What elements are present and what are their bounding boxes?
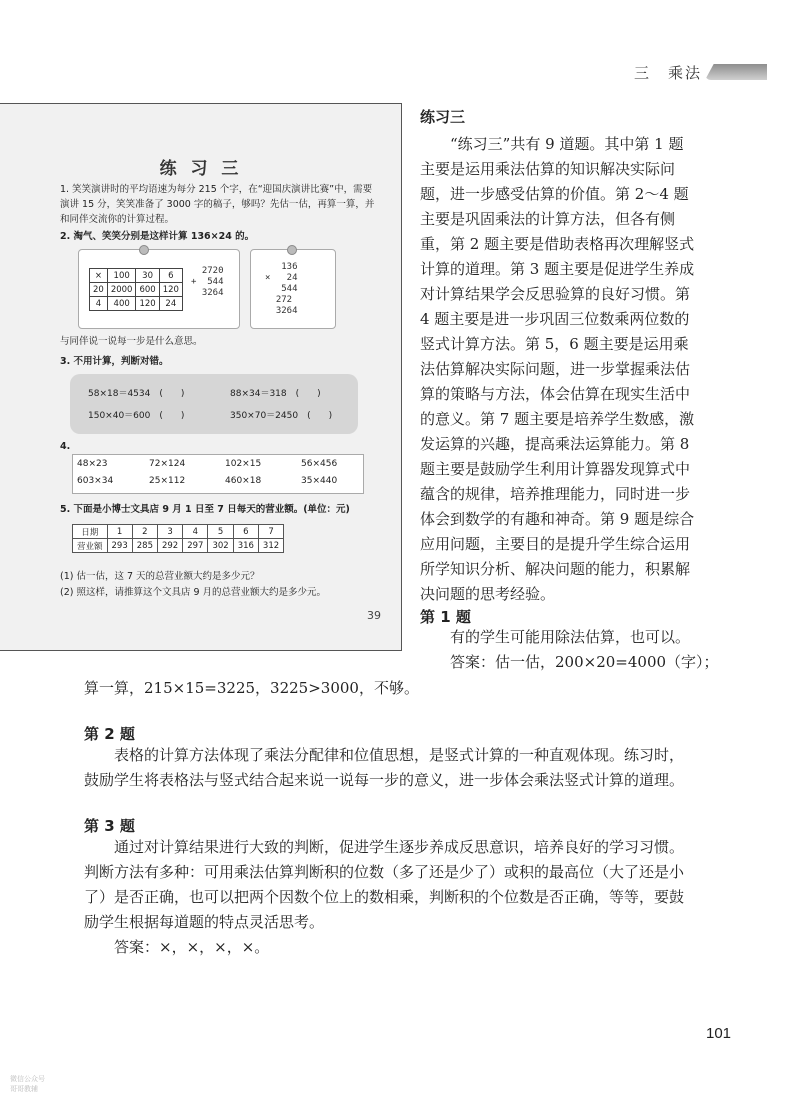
calc-item: 603×34 bbox=[77, 476, 114, 486]
question-1-note: 有的学生可能用除法估算，也可以。 bbox=[450, 628, 691, 646]
grid-cell: 120 bbox=[136, 297, 159, 311]
text-line: 判断方法有多种：可用乘法估算判断积的位数（多了还是少了）或积的最高位（大了还是小 bbox=[84, 863, 685, 881]
section-intro bbox=[420, 132, 694, 607]
table-cell: 5 bbox=[208, 525, 233, 539]
question-1-answer: 答案：估一估，200×20=4000（字）； bbox=[450, 653, 719, 671]
sales-header-row bbox=[73, 525, 284, 539]
grid-cell: 400 bbox=[107, 297, 136, 311]
judge-item: 88×34＝318 ( ) bbox=[230, 389, 321, 399]
text-line: 计算的道理。第 3 题主要是促进学生养成 bbox=[420, 260, 695, 278]
question-1-answer-cont: 算一算，215×15=3225，3225>3000，不够。 bbox=[84, 679, 419, 697]
grid-cell: 120 bbox=[159, 283, 182, 297]
text-line: 发运算的兴趣，提高乘法运算能力。第 8 bbox=[420, 435, 690, 453]
calc-item: 72×124 bbox=[149, 459, 186, 469]
question-2-heading: 第 2 题 bbox=[84, 725, 135, 743]
textbook-page-number: 39 bbox=[367, 609, 381, 622]
sales-data-row bbox=[73, 539, 284, 553]
calc-item: 25×112 bbox=[149, 476, 186, 486]
text-line: 所学知识分析、解决问题的能力，积累解 bbox=[420, 560, 691, 578]
text-line: 主要是运用乘法估算的知识解决实际问 bbox=[420, 160, 676, 178]
text-line: 4 题主要是进一步巩固三位数乘两位数的 bbox=[420, 310, 690, 328]
table-cell: 316 bbox=[233, 539, 258, 553]
page-number: 101 bbox=[706, 1025, 732, 1042]
question-2-followup: 与同伴说一说每一步是什么意思。 bbox=[60, 336, 203, 347]
text-line: 法估算解决实际问题，进一步掌握乘法估 bbox=[420, 360, 691, 378]
calc-item: 56×456 bbox=[301, 459, 338, 469]
text-line: 竖式计算方法。第 5，6 题主要是运用乘 bbox=[420, 335, 689, 353]
text-line: 的意义。第 7 题主要是培养学生数感，激 bbox=[420, 410, 695, 428]
text-line: 体会到数学的有趣和神奇。第 9 题是综合 bbox=[420, 510, 695, 528]
grid-cell: 30 bbox=[136, 269, 159, 283]
text-line: 励学生根据每道题的特点灵活思考。 bbox=[84, 913, 325, 931]
grid-cell: 4 bbox=[90, 297, 108, 311]
pin-icon bbox=[139, 245, 149, 255]
text-line: 题主要是鼓励学生利用计算器发现算式中 bbox=[420, 460, 691, 478]
text-line: 算的策略与方法，体会估算在现实生活中 bbox=[420, 385, 691, 403]
calc-item: 48×23 bbox=[77, 459, 108, 469]
question-2-text bbox=[84, 743, 724, 793]
question-1: 1. 笑笑演讲时的平均语速为每分 215 个字，在“迎国庆演讲比赛”中，需要演讲 15 分，笑笑准备了 3000 字的稿子，够吗？先估一估，再算一算，并和同伴交流你的计算过程。 bbox=[60, 184, 375, 225]
watermark bbox=[10, 1074, 45, 1094]
text-line: 了）是否正确，也可以把两个因数个位上的数相乘，判断积的个位数是否正确，等等，要鼓 bbox=[84, 888, 685, 906]
text-line: “练习三”共有 9 道题。其中第 1 题 bbox=[450, 135, 684, 153]
watermark-line: 微信公众号 bbox=[10, 1075, 45, 1083]
vertical-method-card bbox=[250, 249, 336, 329]
grid-method-card bbox=[78, 249, 240, 329]
question-3-answer: 答案：×，×，×，×。 bbox=[114, 938, 270, 956]
grid-row bbox=[90, 297, 183, 311]
judge-box bbox=[70, 374, 358, 434]
exercise-title: 练 习 三 bbox=[159, 159, 243, 179]
grid-cell: 20 bbox=[90, 283, 108, 297]
judge-item: 58×18＝4534 ( ) bbox=[88, 389, 185, 399]
watermark-line: 哥哥教辅 bbox=[10, 1085, 38, 1093]
grid-cell: 24 bbox=[159, 297, 182, 311]
question-5: 5. 下面是小博士文具店 9 月 1 日至 7 日每天的营业额。(单位：元) bbox=[60, 504, 350, 515]
grid-cell: 2000 bbox=[107, 283, 136, 297]
text-line: 蕴含的规律，培养推理能力，同时进一步 bbox=[420, 485, 691, 503]
pin-icon bbox=[287, 245, 297, 255]
text-line: 主要是巩固乘法的计算方法，但各有侧 bbox=[420, 210, 676, 228]
question-1-heading: 第 1 题 bbox=[420, 608, 471, 626]
question-5-sub-2: (2) 照这样，请推算这个文具店 9 月的总营业额大约是多少元。 bbox=[60, 587, 327, 598]
multiplication-grid bbox=[89, 268, 183, 311]
table-cell: 285 bbox=[132, 539, 157, 553]
grid-cell: × bbox=[90, 269, 108, 283]
grid-cell: 6 bbox=[159, 269, 182, 283]
sales-table bbox=[72, 524, 284, 553]
table-cell: 日期 bbox=[73, 525, 108, 539]
question-5-sub-1: (1) 估一估，这 7 天的总营业额大约是多少元？ bbox=[60, 571, 260, 582]
chapter-tab-decoration bbox=[705, 64, 767, 80]
question-3-heading: 第 3 题 bbox=[84, 817, 135, 835]
textbook-page-image bbox=[0, 103, 402, 651]
table-cell: 1 bbox=[107, 525, 132, 539]
text-line: 通过对计算结果进行大致的判断，促进学生逐步养成反思意识，培养良好的学习习惯。 bbox=[114, 838, 685, 856]
calc-item: 102×15 bbox=[225, 459, 262, 469]
text-line: 重，第 2 题主要是借助表格再次理解竖式 bbox=[420, 235, 695, 253]
table-cell: 7 bbox=[258, 525, 283, 539]
text-line: 应用问题，主要目的是提升学生综合运用 bbox=[420, 535, 691, 553]
table-cell: 2 bbox=[132, 525, 157, 539]
text-line: 表格的计算方法体现了乘法分配律和位值思想，是竖式计算的一种直观体现。练习时， bbox=[114, 746, 685, 764]
chapter-title: 三 乘法 bbox=[633, 64, 702, 82]
calc-item: 460×18 bbox=[225, 476, 262, 486]
table-cell: 4 bbox=[183, 525, 208, 539]
text-line: 对计算结果学会反思验算的良好习惯。第 bbox=[420, 285, 691, 303]
question-3: 3. 不用计算，判断对错。 bbox=[60, 356, 169, 367]
calc-item: 35×440 bbox=[301, 476, 338, 486]
table-cell: 312 bbox=[258, 539, 283, 553]
question-2: 2. 淘气、笑笑分别是这样计算 136×24 的。 bbox=[60, 231, 255, 242]
table-cell: 302 bbox=[208, 539, 233, 553]
table-cell: 292 bbox=[157, 539, 182, 553]
grid-sum-calculation: 2720 + 544 3264 bbox=[191, 266, 224, 298]
question-4: 4. bbox=[60, 441, 71, 452]
text-line: 题，进一步感受估算的价值。第 2～4 题 bbox=[420, 185, 689, 203]
table-cell: 3 bbox=[157, 525, 182, 539]
question-3-text bbox=[84, 835, 724, 960]
grid-row bbox=[90, 283, 183, 297]
text-line: 决问题的思考经验。 bbox=[420, 585, 556, 603]
text-line: 鼓励学生将表格法与竖式结合起来说一说每一步的意义，进一步体会乘法竖式计算的道理。 bbox=[84, 771, 685, 789]
judge-item: 150×40＝600 ( ) bbox=[88, 411, 185, 421]
grid-cell: 100 bbox=[107, 269, 136, 283]
table-cell: 297 bbox=[183, 539, 208, 553]
grid-cell: 600 bbox=[136, 283, 159, 297]
judge-item: 350×70＝2450 ( ) bbox=[230, 411, 333, 421]
table-cell: 营业额 bbox=[73, 539, 108, 553]
table-cell: 6 bbox=[233, 525, 258, 539]
section-heading: 练习三 bbox=[420, 108, 466, 126]
table-cell: 293 bbox=[107, 539, 132, 553]
grid-row bbox=[90, 269, 183, 283]
vertical-calculation: 136 × 24 544 272 3264 bbox=[265, 262, 298, 316]
calculation-box bbox=[72, 454, 364, 494]
